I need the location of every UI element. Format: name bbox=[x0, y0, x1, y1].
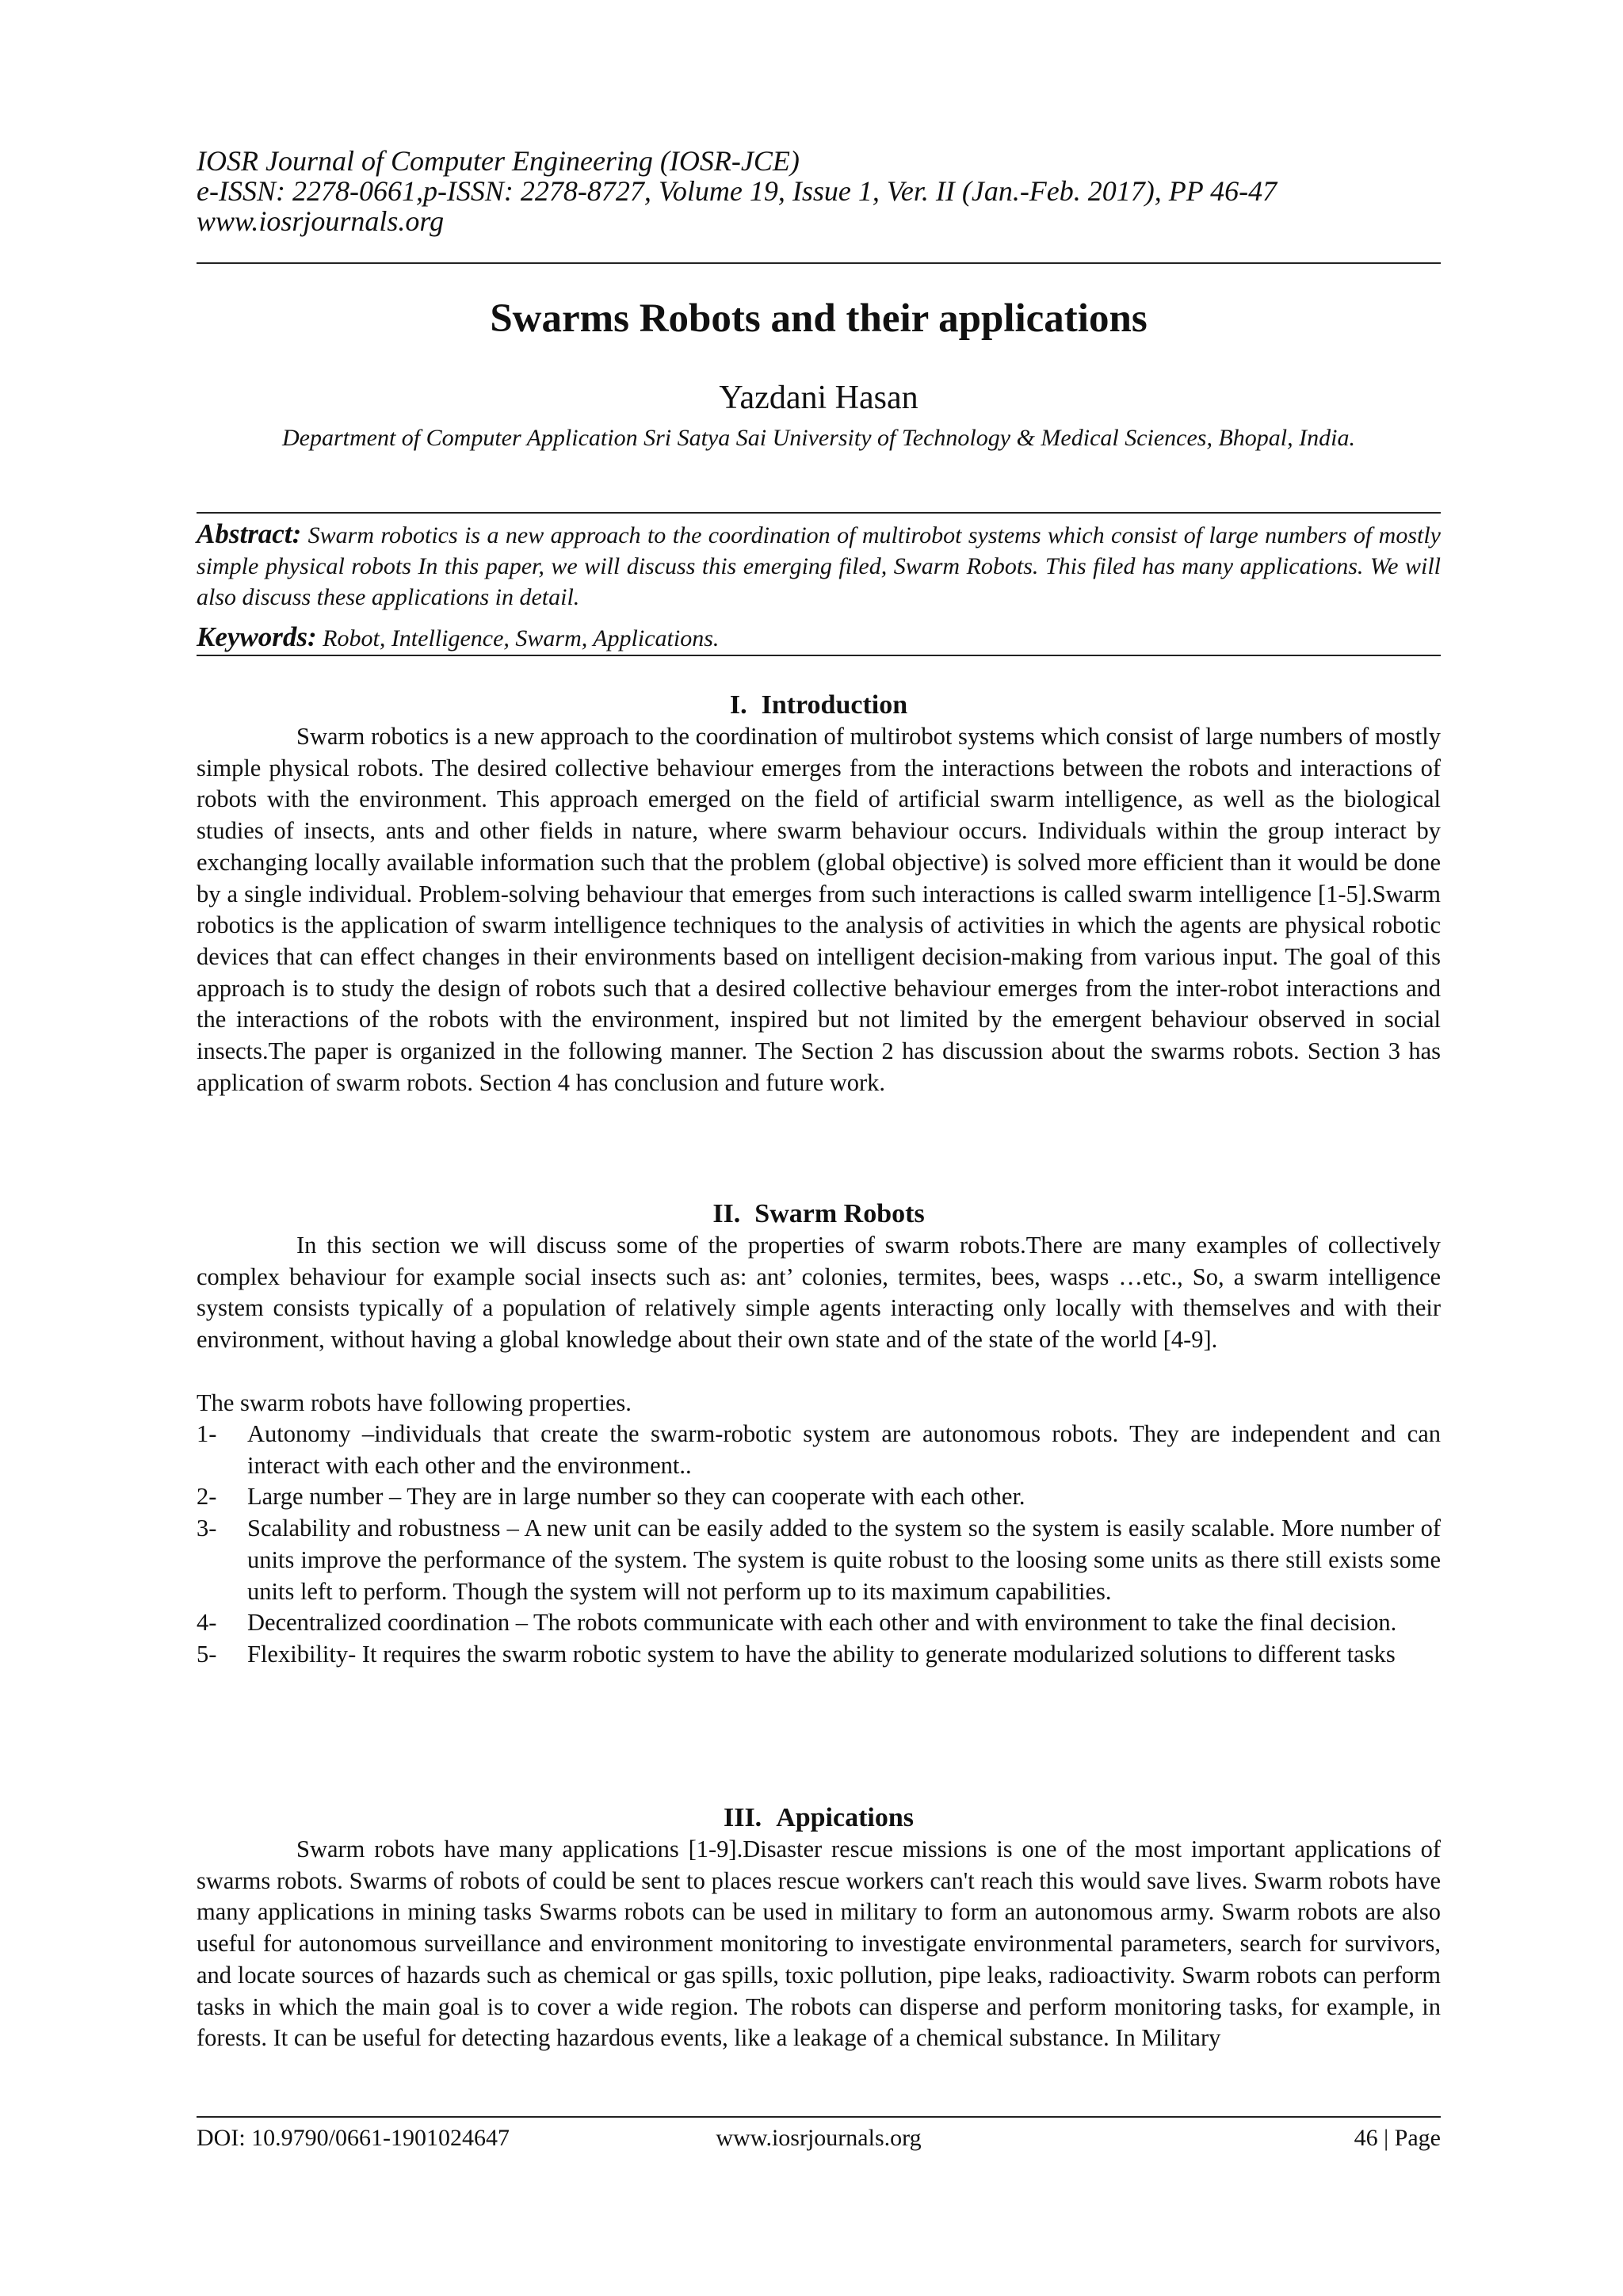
journal-website[interactable]: www.iosrjournals.org bbox=[197, 205, 445, 237]
keywords-label: Keywords: bbox=[197, 621, 317, 652]
introduction-body: Swarm robotics is a new approach to the coordination of multirobot systems which consist of large numbers of mostly simple physical robots. The desired collective behaviour emerges from the interactions between the robots and interactions of robots with the environment. This approach emerged on the field of artificial swarm intelligence, as well as the biological studies of insects, ants and other fields in nature, where swarm behaviour occurs. Individuals within the group interact by exchanging locally available information such that the problem (global objective) is solved more efficient than it would be done by a single individual. Problem-solving behaviour that emerges from such interactions is called swarm intelligence [1-5].Swarm robotics is the application of swarm intelligence techniques to the analysis of activities in which the agents are physical robotic devices that can effect changes in their environments based on intelligent decision-making from various input. The goal of this approach is to study the design of robots such that a desired collective behaviour emerges from the inter-robot interactions and the interactions of the robots with the environment, inspired but not limited by the emergent behaviour observed in social insects.The paper is organized in the following manner. The Section 2 has discussion about the swarms robots. Section 3 has application of swarm robots. Section 4 has conclusion and future work. bbox=[197, 723, 1441, 1096]
abstract-bottom-rule bbox=[197, 655, 1441, 656]
footer-rule bbox=[197, 2116, 1441, 2118]
footer-doi: DOI: 10.9790/0661-1901024647 bbox=[197, 2125, 510, 2151]
journal-issn: e-ISSN: 2278-0661,p-ISSN: 2278-8727, Volume 19, Issue 1, Ver. II (Jan.-Feb. 2017), PP 46-47 bbox=[197, 175, 1277, 207]
section-title: Swarm Robots bbox=[754, 1199, 925, 1228]
section-number: I. bbox=[729, 690, 747, 720]
abstract-top-rule bbox=[197, 512, 1441, 514]
section-heading-swarm-robots bbox=[197, 1198, 1441, 1230]
list-item: 2- Large number – They are in large number so they can cooperate with each other. bbox=[197, 1483, 1025, 1511]
author-affiliation: Department of Computer Application Sri Satya Sai University of Technology & Medical Sciences, Bhopal, India. bbox=[282, 425, 1355, 451]
abstract-text: Swarm robotics is a new approach to the coordination of multirobot systems which consist of large numbers of mostly simple physical robots In this paper, we will discuss this emerging filed, Swarm Robots. This filed has many applications. We will also discuss these applications in detail. bbox=[197, 522, 1441, 610]
footer-page-number: 46 | Page bbox=[1354, 2125, 1441, 2151]
abstract-label: Abstract: bbox=[197, 518, 302, 549]
section-title: Introduction bbox=[761, 690, 908, 720]
section-number: III. bbox=[723, 1803, 762, 1832]
applications-body: Swarm robots have many applications [1-9].Disaster rescue missions is one of the most important applications of swarms robots. Swarms of robots of could be sent to places rescue workers can't reach this would save lives. Swarm robots have many applications in mining tasks Swarms robots can be used in military to form an autonomous army. Swarm robots are also useful for autonomous surveillance and environment monitoring to investigate environmental parameters, search for survivors, and locate sources of hazards such as chemical or gas spills, toxic pollution, pipe leaks, radioactivity. Swarm robots can perform tasks in which the main goal is to cover a wide region. The robots can disperse and perform monitoring tasks, for example, in forests. It can be useful for detecting hazardous events, like a leakage of a chemical substance. In Military bbox=[197, 1836, 1441, 2052]
keywords-text: Robot, Intelligence, Swarm, Applications. bbox=[323, 625, 720, 651]
list-item: 5- Flexibility- It requires the swarm robotic system to have the ability to generate modularized solutions to different tasks bbox=[197, 1640, 1396, 1668]
footer-website[interactable]: www.iosrjournals.org bbox=[716, 2125, 922, 2151]
section-heading-applications bbox=[197, 1802, 1441, 1834]
keywords bbox=[197, 621, 1441, 654]
journal-header bbox=[197, 146, 1441, 236]
properties-intro: The swarm robots have following properties. bbox=[197, 1389, 632, 1416]
section-title: Appications bbox=[776, 1803, 915, 1832]
section-heading-introduction bbox=[197, 690, 1441, 721]
swarm-robots-body: In this section we will discuss some of the properties of swarm robots.There are many examples of collectively complex behaviour for example social insects such as: ant’ colonies, termites, bees, wasps …etc., So, a swarm intelligence system consists typically of a population of relatively simple agents interacting only locally with themselves and with their environment, without having a global knowledge about their own state and of the state of the world [4-9]. bbox=[197, 1232, 1441, 1354]
list-item: 3- Scalability and robustness – A new unit can be easily added to the system so the system is easily scalable. More number of units improve the performance of the system. The system is quite robust to the loosing some units as there still exists some units left to perform. Though the system will not perform up to its maximum capabilities. bbox=[197, 1515, 1441, 1605]
journal-name: IOSR Journal of Computer Engineering (IOSR-JCE) bbox=[197, 145, 800, 177]
abstract bbox=[197, 518, 1441, 613]
section-number: II. bbox=[712, 1199, 741, 1228]
paper-title: Swarms Robots and their applications bbox=[490, 296, 1148, 341]
author-name: Yazdani Hasan bbox=[719, 380, 918, 416]
list-item: 4- Decentralized coordination – The robots communicate with each other and with environment to take the final decision. bbox=[197, 1609, 1397, 1637]
list-item: 1- Autonomy –individuals that create the swarm-robotic system are autonomous robots. They are independent and can interact with each other and the environment.. bbox=[197, 1420, 1441, 1479]
properties-list bbox=[197, 1419, 1441, 1671]
header-rule bbox=[197, 262, 1441, 264]
